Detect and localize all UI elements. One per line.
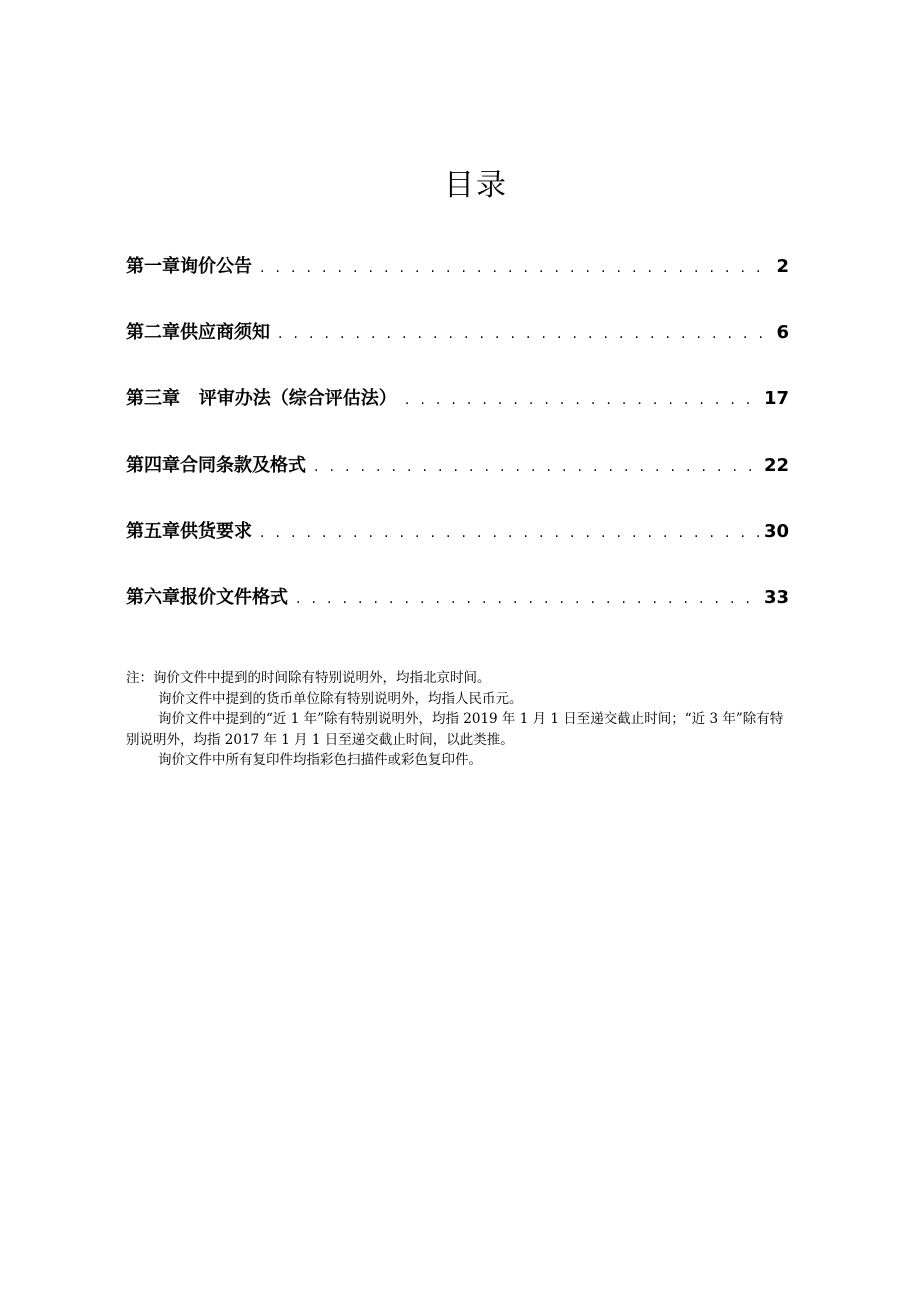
toc-entry[interactable] [126, 384, 789, 450]
toc-leader [314, 459, 760, 475]
toc-entry-label: 第二章供应商须知 [126, 322, 270, 344]
notes [126, 668, 796, 771]
table-of-contents [126, 252, 789, 649]
toc-entry-label: 第四章合同条款及格式 [126, 454, 306, 476]
note-prefix: 注： [126, 670, 153, 686]
toc-page-number: 30 [763, 520, 789, 542]
toc-entry-label: 第一章询价公告 [126, 256, 252, 277]
toc-page-number: 22 [763, 454, 789, 476]
toc-entry-label: 第三章 评审办法（综合评估法） [126, 388, 397, 410]
toc-entry[interactable] [126, 517, 789, 583]
note-text: 询价文件中提到的时间除有特别说明外，均指北京时间。 [153, 670, 491, 686]
toc-leader [296, 591, 760, 607]
toc-entry-label: 第五章供货要求 [126, 520, 252, 542]
note-line [126, 668, 796, 689]
toc-page-number: 6 [776, 322, 789, 344]
toc-page-number: 17 [763, 388, 789, 410]
toc-page-number: 33 [763, 586, 789, 608]
toc-leader [260, 260, 772, 276]
toc-leader [278, 326, 772, 342]
toc-leader [405, 392, 760, 408]
toc-leader [260, 525, 760, 541]
note-line: 询价文件中所有复印件均指彩色扫描件或彩色复印件。 [158, 752, 482, 768]
toc-entry[interactable] [126, 583, 789, 649]
note-line: 询价文件中提到的“近 1 年”除有特别说明外，均指 2019 年 1 月 1 日至递交截止时间；“近 3 年”除有特别说明外，均指 2017 年 1 月 1 日至递交截止时间，以此类推。 [126, 711, 784, 748]
toc-page-number: 2 [776, 256, 789, 277]
toc-entry-label: 第六章报价文件格式 [126, 586, 288, 608]
page-title: 目录 [444, 168, 508, 203]
toc-entry[interactable] [126, 451, 789, 517]
toc-entry[interactable] [126, 252, 789, 318]
note-line: 询价文件中提到的货币单位除有特别说明外，均指人民币元。 [158, 690, 523, 707]
toc-entry[interactable] [126, 318, 789, 384]
